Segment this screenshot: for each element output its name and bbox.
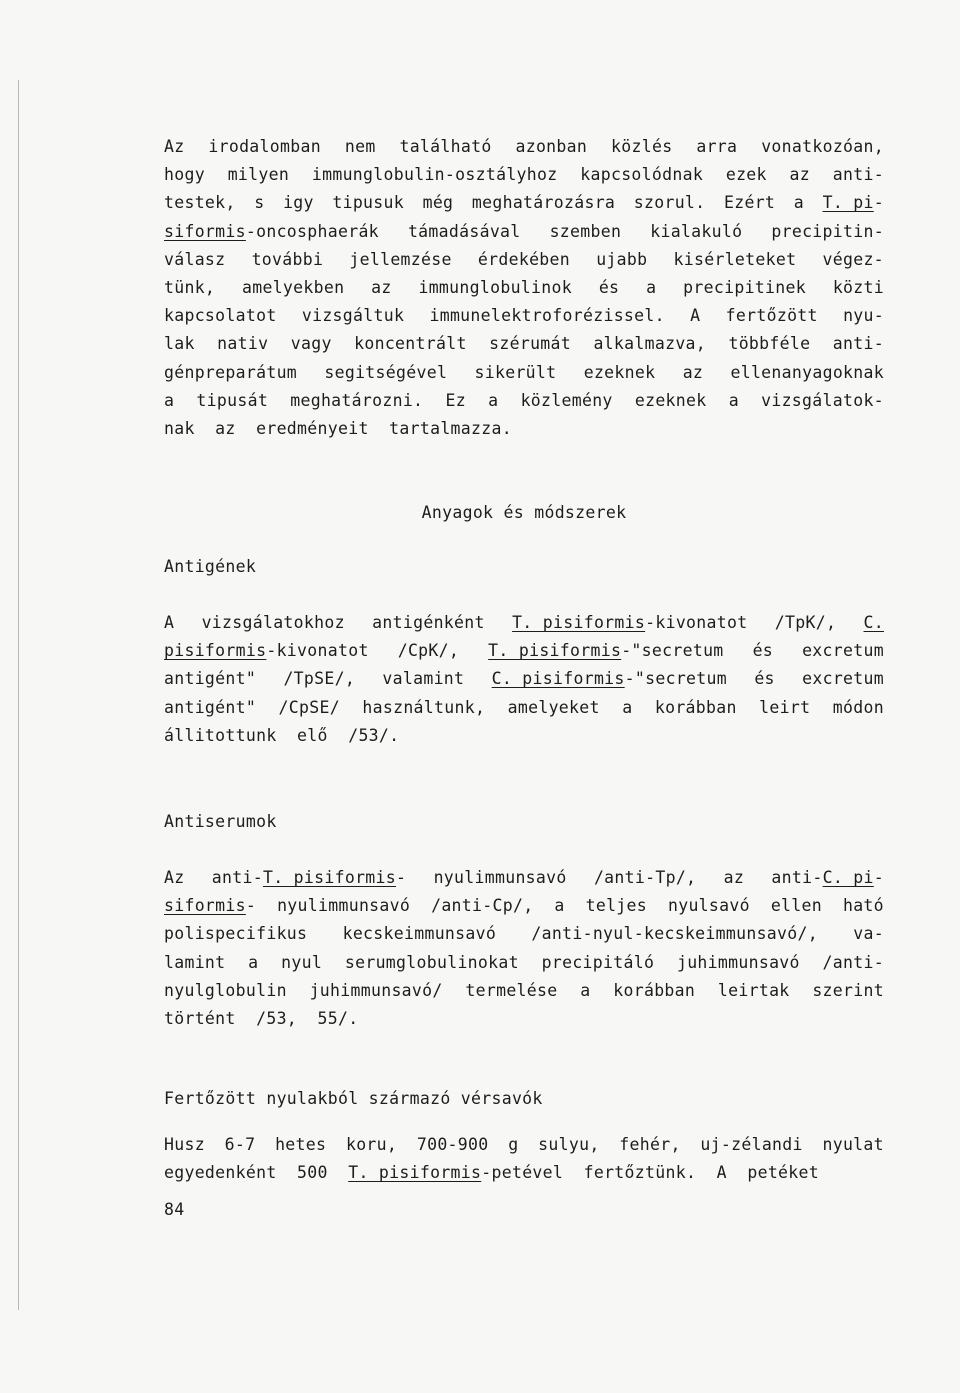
word: termelése <box>465 980 558 1000</box>
word: a <box>793 193 804 213</box>
word: ezeknek <box>583 362 656 382</box>
word: /anti-Cp/, <box>431 896 534 916</box>
word: ezek <box>725 165 767 185</box>
word: válasz <box>164 249 226 269</box>
word: polispecifikus <box>164 924 308 944</box>
word: szérumát <box>489 334 572 354</box>
antigenek-heading: Antigének <box>164 557 257 577</box>
word: /anti-nyul-kecskeimmunsavó/, <box>531 924 818 944</box>
word: fertőztünk. <box>583 1163 697 1183</box>
word: /TpSE/, <box>283 669 356 689</box>
word: A <box>164 613 175 633</box>
word: jellemzése <box>349 249 452 269</box>
word: nyulimmunsavó <box>433 868 567 887</box>
word: va- <box>853 924 884 944</box>
text-line <box>164 133 884 161</box>
text-line <box>164 302 884 330</box>
word: a <box>554 896 565 916</box>
page-number: 84 <box>164 1200 185 1219</box>
word: tipusát <box>196 390 269 410</box>
word: többféle <box>728 334 811 354</box>
word: kapcsolatot <box>164 306 277 326</box>
word: antigénként <box>372 613 485 633</box>
text-line <box>164 1005 884 1033</box>
word: a <box>248 952 259 972</box>
word: tartalmazza. <box>389 418 512 438</box>
word: anti-C. pi- <box>771 868 884 887</box>
text-line <box>164 1159 884 1187</box>
intro-paragraph <box>164 133 884 443</box>
word: anti-T. pisiformis- <box>211 868 407 887</box>
word: nyulimmunsavó <box>277 896 411 916</box>
word: 55/. <box>317 1008 359 1028</box>
word: található <box>399 137 492 156</box>
word: a <box>580 980 591 1000</box>
word: korábban <box>654 697 737 717</box>
text-line <box>164 1131 884 1159</box>
word: 700-900 <box>416 1135 489 1155</box>
word: amelyeket <box>507 697 600 717</box>
text-line <box>164 977 884 1005</box>
word: eredményeit <box>256 418 369 438</box>
antiserumok-heading: Antiserumok <box>164 812 277 831</box>
text-line <box>164 415 884 443</box>
word: meghatározásra <box>471 193 616 213</box>
text-line <box>164 189 884 217</box>
word: közlemény <box>520 390 613 410</box>
word: módon <box>832 697 884 717</box>
word: T. pisiformis-petével <box>348 1163 564 1183</box>
word: vizsgálatokhoz <box>201 613 345 633</box>
document-page <box>164 133 884 1188</box>
word: nyulsavó <box>667 896 750 916</box>
versavok-heading: Fertőzött nyulakból származó vérsavók <box>164 1089 543 1109</box>
text-line <box>164 218 884 246</box>
word: pisiformis-kivonatot <box>164 641 369 661</box>
word: immunglobulin-osztályhoz <box>311 165 558 185</box>
word: nativ <box>217 334 269 354</box>
word: lamint <box>164 952 226 972</box>
word: /anti- <box>822 952 884 972</box>
word: közlés <box>611 137 673 156</box>
word: 6-7 <box>224 1135 256 1155</box>
page-edge-line <box>18 80 19 1310</box>
word: ujabb <box>596 249 648 269</box>
word: teljes <box>585 896 648 916</box>
word: excretum <box>802 641 884 661</box>
word: /53/. <box>348 725 400 745</box>
word: támadásával <box>407 221 521 241</box>
word: milyen <box>227 165 290 185</box>
word: ezeknek <box>634 390 707 410</box>
word: nyu- <box>843 306 884 326</box>
word: hogy <box>164 165 205 185</box>
word: az <box>371 277 392 297</box>
word: testek, <box>164 193 236 213</box>
word: a <box>488 390 499 410</box>
word: a <box>728 390 739 410</box>
word: nak <box>164 418 195 438</box>
word: T. pisiformis-kivonatot <box>512 613 748 633</box>
word: /anti-Tp/, <box>593 868 697 887</box>
word: szemben <box>549 221 622 241</box>
word: kialakuló <box>650 221 743 241</box>
word: /CpK/, <box>397 641 460 661</box>
word: a <box>622 697 633 717</box>
word: Husz <box>164 1135 205 1155</box>
word: ellen <box>770 896 822 916</box>
word: T. pisiformis-"secretum <box>488 641 724 661</box>
antigenek-paragraph <box>164 609 884 750</box>
word: juhimmunsavó/ <box>309 980 443 1000</box>
word: és <box>598 277 620 297</box>
text-line <box>164 359 884 387</box>
word: excretum <box>802 669 884 689</box>
text-line <box>164 609 884 637</box>
word: érdekében <box>477 249 571 269</box>
word: siformis- <box>164 896 257 916</box>
word: 500 <box>297 1163 328 1183</box>
word: uj-zélandi <box>700 1135 803 1155</box>
word: az <box>789 165 811 185</box>
word: nyulglobulin <box>164 980 287 1000</box>
word: koncentrált <box>354 334 467 354</box>
word: irodalomban <box>208 137 321 156</box>
word: kisérleteket <box>673 249 797 269</box>
word: kecskeimmunsavó <box>342 924 497 944</box>
word: ellenanyagoknak <box>730 362 884 382</box>
word: anti- <box>832 165 884 185</box>
word: közti <box>832 277 884 297</box>
text-line <box>164 665 884 693</box>
word: serumglobulinokat <box>344 952 519 972</box>
text-line <box>164 864 884 892</box>
word: használtunk, <box>362 697 486 717</box>
word: precipitáló <box>541 952 655 972</box>
word: C. <box>863 613 884 633</box>
word: Ezért <box>724 193 776 213</box>
word: vonatkozóan, <box>761 137 884 156</box>
word: állitottunk <box>164 725 277 745</box>
word: génpreparátum <box>164 362 298 382</box>
word: Ez <box>445 390 466 410</box>
word: nyulat <box>822 1135 884 1155</box>
word: a <box>646 277 657 297</box>
word: s <box>254 193 265 213</box>
word: immunelektroforézissel. <box>429 306 665 326</box>
text-line <box>164 892 884 920</box>
word: még <box>422 193 454 213</box>
word: hetes <box>275 1135 327 1155</box>
word: Az <box>164 137 185 156</box>
word: történt <box>164 1008 236 1028</box>
word: A <box>716 1163 727 1183</box>
word: antigént" <box>164 697 257 717</box>
section-title: Anyagok és módszerek <box>421 503 627 523</box>
word: antigént" <box>164 669 257 689</box>
word: szerint <box>812 980 884 1000</box>
text-line <box>164 694 884 722</box>
antiserumok-paragraph <box>164 864 884 1033</box>
word: az <box>215 418 236 438</box>
word: petéket <box>747 1163 819 1183</box>
word: és <box>754 669 775 689</box>
text-line <box>164 920 884 948</box>
word: fertőzött <box>725 306 818 326</box>
word: segitségével <box>324 362 448 382</box>
word: a <box>164 390 175 410</box>
word: C. pisiformis-"secretum <box>491 669 727 689</box>
word: és <box>752 641 774 661</box>
word: g <box>508 1135 519 1155</box>
word: tipusuk <box>332 193 404 213</box>
word: sikerült <box>474 362 557 382</box>
word: végez- <box>822 249 884 269</box>
word: alkalmazva, <box>593 334 707 354</box>
text-line <box>164 246 884 274</box>
word: vizsgáltuk <box>301 306 405 326</box>
word: tünk, <box>164 277 216 297</box>
word: igy <box>283 193 314 213</box>
word: további <box>251 249 324 269</box>
word: nyul <box>281 952 323 972</box>
word: ható <box>842 896 884 916</box>
word: lak <box>164 334 195 354</box>
text-line <box>164 330 884 358</box>
word: korábban <box>613 980 696 1000</box>
word: valamint <box>382 669 465 689</box>
word: juhimmunsavó <box>676 952 800 972</box>
word: az <box>682 362 704 382</box>
word: leirt <box>759 697 811 717</box>
word: vizsgálatok- <box>761 390 884 410</box>
word: arra <box>696 137 738 156</box>
word: /53, <box>256 1008 298 1028</box>
text-line <box>164 722 884 750</box>
word: koru, <box>345 1135 398 1155</box>
word: meghatározni. <box>290 390 424 410</box>
word: immunglobulinok <box>418 277 572 297</box>
word: anti- <box>832 334 884 354</box>
word: fehér, <box>619 1135 681 1155</box>
word: azonban <box>515 137 588 156</box>
word: sulyu, <box>538 1135 600 1155</box>
word: precipitinek <box>683 277 806 297</box>
word: /TpK/, <box>774 613 837 633</box>
text-line <box>164 637 884 665</box>
text-line <box>164 274 884 302</box>
word: amelyekben <box>242 277 345 297</box>
word: siformis-oncosphaerák <box>164 221 379 241</box>
word: leirtak <box>717 980 790 1000</box>
word: T. pi- <box>822 193 884 213</box>
word: egyedenként <box>164 1163 277 1183</box>
word: precipitin- <box>771 221 884 241</box>
word: /CpSE/ <box>278 697 340 717</box>
word: az <box>723 868 745 887</box>
word: nem <box>344 137 376 156</box>
word: kapcsolódnak <box>580 165 704 185</box>
word: szorul. <box>633 193 706 213</box>
word: A <box>690 306 701 326</box>
text-line <box>164 161 884 189</box>
versavok-paragraph <box>164 1131 884 1187</box>
word: Az <box>164 868 185 887</box>
word: elő <box>297 725 328 745</box>
text-line <box>164 387 884 415</box>
text-line <box>164 949 884 977</box>
word: vagy <box>290 334 332 354</box>
